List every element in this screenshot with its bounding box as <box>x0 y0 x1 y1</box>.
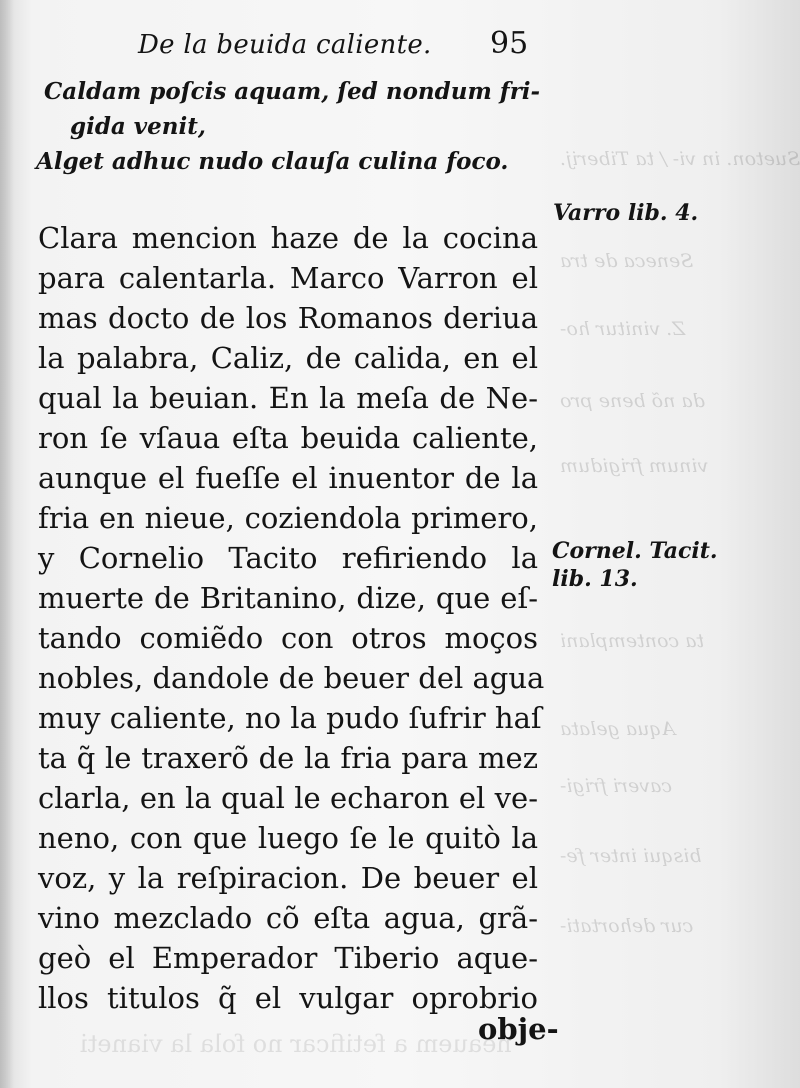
body-line: la palabra, Caliz, de calida, en el <box>38 341 538 375</box>
show-through-text: ta contemplani <box>560 630 705 652</box>
show-through-text: cur dehortati- <box>560 915 694 937</box>
show-through-text: Aqua gelata <box>560 718 676 740</box>
body-line: aunque el fueſſe el inuentor de la <box>38 461 538 495</box>
show-through-text: neauem a fetificar no fola la vianeti <box>80 1030 512 1058</box>
body-line: muy caliente, no la pudo ſufrir haſ <box>38 701 542 735</box>
body-line: voz, y la reſpiracion. De beuer el <box>38 861 538 895</box>
page-gutter-shadow <box>0 0 14 1088</box>
body-line: qual la beuian. En la meſa de Ne- <box>38 381 538 415</box>
body-line: neno, con que luego ſe le quitò la <box>38 821 538 855</box>
body-line: clarla, en la qual le echaron el ve- <box>38 781 538 815</box>
verse-line: Alget adhuc nudo clauſa culina foco. <box>36 148 509 175</box>
body-line: ta q̃ le traxerõ de la fria para mez <box>38 741 538 775</box>
show-through-text: bisqui inter fe- <box>560 845 702 867</box>
body-line: tando comiẽdo con otros moços <box>38 621 538 655</box>
page-number: 95 <box>490 26 529 61</box>
body-line: llos titulos q̃ el vulgar oprobrio <box>38 981 538 1015</box>
running-title: De la beuida caliente. <box>138 30 432 60</box>
body-line: mas docto de los Romanos deriua <box>38 301 538 335</box>
show-through-text: da nõ bene pro <box>560 390 705 412</box>
body-line: fria en nieue, coziendola primero, <box>38 501 538 535</box>
body-line: y Cornelio Tacito refiriendo la <box>38 541 538 575</box>
show-through-text: Sueton. in vi- / ta Tiberij. <box>560 148 800 170</box>
show-through-text: vinum frigidum <box>560 455 709 477</box>
body-line: para calentarla. Marco Varron el <box>38 261 538 295</box>
show-through-text: Seneca de tra <box>560 250 694 272</box>
body-line: vino mezclado cõ eſta agua, grã- <box>38 901 538 935</box>
body-line: nobles, dandole de beuer del agua <box>38 661 545 695</box>
body-line: ron ſe vſaua eſta beuida caliente, <box>38 421 538 455</box>
catchword: obje- <box>478 1012 559 1046</box>
margin-note-varro: Varro lib. 4. <box>553 200 699 226</box>
body-line: muerte de Britanino, dize, que eſ- <box>38 581 538 615</box>
margin-note-tacitus: Cornel. Tacit. <box>552 538 718 564</box>
margin-note-tacitus-book: lib. 13. <box>552 566 638 592</box>
show-through-text: caveri frigi- <box>560 775 672 797</box>
body-line: Clara mencion haze de la cocina <box>38 221 538 255</box>
show-through-text: Z. vinitur ho- <box>560 318 686 340</box>
verse-line: Caldam poſcis aquam, ſed nondum fri- <box>44 78 541 105</box>
verse-line: gida venit, <box>70 113 206 140</box>
body-line: geò el Emperador Tiberio aque- <box>38 941 538 975</box>
